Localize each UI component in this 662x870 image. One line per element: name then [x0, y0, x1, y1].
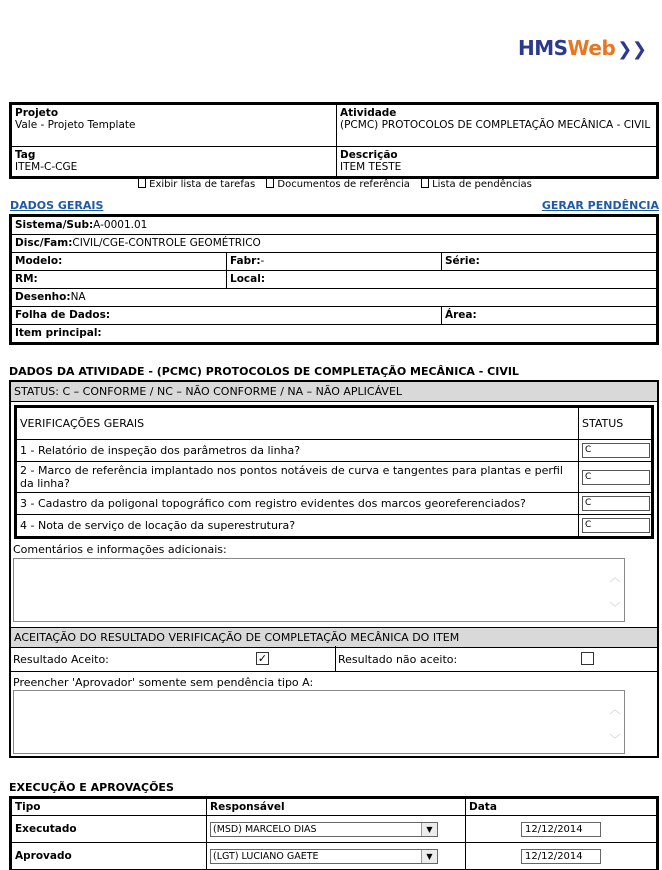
document-icon [266, 178, 274, 188]
status-input[interactable]: C [582, 470, 650, 485]
status-cell [579, 462, 652, 493]
atividade-title: DADOS DA ATIVIDADE - (PCMC) PROTOCOLOS DE COMPLETAÇÃO MECÂNICA - CIVIL [9, 365, 519, 378]
descricao-cell [337, 147, 657, 177]
projeto-value: Vale - Projeto Template [15, 119, 136, 131]
data-input[interactable]: 12/12/2014 [521, 822, 601, 837]
document-icon [421, 178, 429, 188]
folha-label: Folha de Dados: [15, 309, 111, 321]
responsavel-value: (MSD) MARCELO DIAS [213, 823, 317, 835]
logo-web: Web [567, 36, 616, 60]
status-cell [579, 515, 652, 537]
responsavel-value: (LGT) LUCIANO GAETE [213, 850, 319, 862]
dados-gerais-link[interactable]: DADOS GERAIS [10, 199, 104, 212]
descricao-label: Descrição [340, 149, 398, 161]
gerar-pendencia-link[interactable]: GERAR PENDÊNCIA [541, 199, 659, 212]
chevron-down-icon[interactable]: ▼ [421, 850, 437, 863]
logo-hms: HMS [518, 36, 568, 60]
scroll-down-icon[interactable]: ﹀ [609, 601, 621, 614]
aprovador-textarea[interactable] [13, 690, 625, 754]
scroll-down-icon[interactable]: ﹀ [609, 733, 621, 746]
item-principal-row [12, 325, 657, 343]
item-principal-label: Item principal: [15, 327, 102, 339]
execucao-title: EXECUÇÃO E APROVAÇÕES [9, 781, 174, 794]
status-input[interactable]: C [582, 518, 650, 533]
logo-chevron-icon: ❯❯ [617, 39, 647, 60]
desenho-value: NA [70, 291, 86, 303]
sistema-value: A-0001.01 [93, 219, 148, 231]
atividade-value: (PCMC) PROTOCOLOS DE COMPLETAÇÃO MECÂNICA - CIVIL [340, 119, 651, 131]
tipo-header: Tipo [12, 799, 207, 816]
atividade-block [9, 380, 659, 758]
disc-label: Disc/Fam: [15, 237, 73, 249]
data-header: Data [466, 799, 657, 816]
resultado-aceito-label: Resultado Aceito: [13, 653, 109, 666]
verificacoes-table [14, 405, 654, 539]
responsavel-select[interactable] [210, 822, 438, 837]
desenho-label: Desenho: [15, 291, 71, 303]
comentarios-label: Comentários e informações adicionais: [13, 543, 227, 556]
modelo-label: Modelo: [15, 255, 63, 267]
header-table [9, 102, 659, 179]
resultado-nao-aceito-checkbox[interactable] [581, 652, 594, 665]
modelo-cell [12, 253, 227, 271]
disc-value: CIVIL/CGE-CONTROLE GEOMÉTRICO [72, 237, 261, 249]
aceitacao-title: ACEITAÇÃO DO RESULTADO VERIFICAÇÃO DE COMPLETAÇÃO MECÂNICA DO ITEM [11, 627, 657, 648]
local-label: Local: [230, 273, 266, 285]
comentarios-textarea[interactable] [13, 558, 625, 622]
verificacao-item: 2 - Marco de referência implantado nos pontos notáveis de curva e tangentes para plantas e perfil da linha? [17, 462, 579, 493]
disc-row [12, 235, 657, 253]
desenho-row [12, 289, 657, 307]
responsavel-cell [207, 843, 466, 870]
serie-cell [442, 253, 657, 271]
tag-value: ITEM-C-CGE [15, 161, 78, 173]
status-cell [579, 493, 652, 515]
tipo-cell: Executado [12, 816, 207, 843]
documentos-referencia-link[interactable]: Documentos de referência [277, 179, 410, 190]
responsavel-cell [207, 816, 466, 843]
sistema-row [12, 217, 657, 235]
sistema-label: Sistema/Sub: [15, 219, 94, 231]
verificacao-item: 4 - Nota de serviço de locação da superestrutura? [17, 515, 579, 537]
scroll-up-icon[interactable]: ︿ [609, 703, 621, 716]
tipo-cell: Aprovado [12, 843, 207, 870]
folha-cell [12, 307, 442, 325]
area-label: Área: [445, 309, 477, 321]
status-header: STATUS [579, 408, 652, 440]
divider [335, 646, 336, 672]
resultado-nao-aceito-label: Resultado não aceito: [338, 653, 458, 666]
dados-gerais-header [9, 199, 659, 213]
rm-label: RM: [15, 273, 38, 285]
atividade-label: Atividade [340, 107, 397, 119]
status-cell [579, 440, 652, 462]
resultado-aceito-checkbox[interactable]: ✓ [257, 652, 268, 665]
verificacoes-header: VERIFICAÇÕES GERAIS [17, 408, 579, 440]
lista-pendencias-link[interactable]: Lista de pendências [432, 179, 532, 190]
serie-label: Série: [445, 255, 480, 267]
responsavel-header: Responsável [207, 799, 466, 816]
dados-gerais-table [9, 214, 659, 345]
tag-label: Tag [15, 149, 36, 161]
scroll-up-icon[interactable]: ︿ [609, 571, 621, 584]
status-legend: STATUS: C – CONFORME / NC – NÃO CONFORME / NA – NÃO APLICÁVEL [11, 382, 657, 402]
descricao-value: ITEM TESTE [340, 161, 402, 173]
hmsweb-logo [518, 36, 646, 60]
area-cell [442, 307, 657, 325]
data-input[interactable]: 12/12/2014 [521, 849, 601, 864]
data-cell [466, 816, 657, 843]
projeto-label: Projeto [15, 107, 59, 119]
fabr-value: - [260, 255, 265, 267]
data-cell [466, 843, 657, 870]
execucao-table [9, 796, 659, 870]
responsavel-select[interactable] [210, 849, 438, 864]
fabr-label: Fabr: [230, 255, 261, 267]
document-links [0, 178, 662, 190]
local-cell [227, 271, 657, 289]
tag-cell [12, 147, 337, 177]
status-input[interactable]: C [582, 443, 650, 458]
verificacao-item: 1 - Relatório de inspeção dos parâmetros da linha? [17, 440, 579, 462]
fabr-cell [227, 253, 442, 271]
projeto-cell [12, 105, 337, 147]
aprovador-label: Preencher 'Aprovador' somente sem pendência tipo A: [13, 676, 314, 689]
rm-cell [12, 271, 227, 289]
document-icon [138, 178, 146, 188]
atividade-cell [337, 105, 657, 147]
status-input[interactable]: C [582, 496, 650, 511]
chevron-down-icon[interactable]: ▼ [421, 823, 437, 836]
resultado-row [11, 646, 657, 672]
verificacao-item: 3 - Cadastro da poligonal topográfico com registro evidentes dos marcos georeferenciados? [17, 493, 579, 515]
exibir-tarefas-link[interactable]: Exibir lista de tarefas [149, 179, 256, 190]
